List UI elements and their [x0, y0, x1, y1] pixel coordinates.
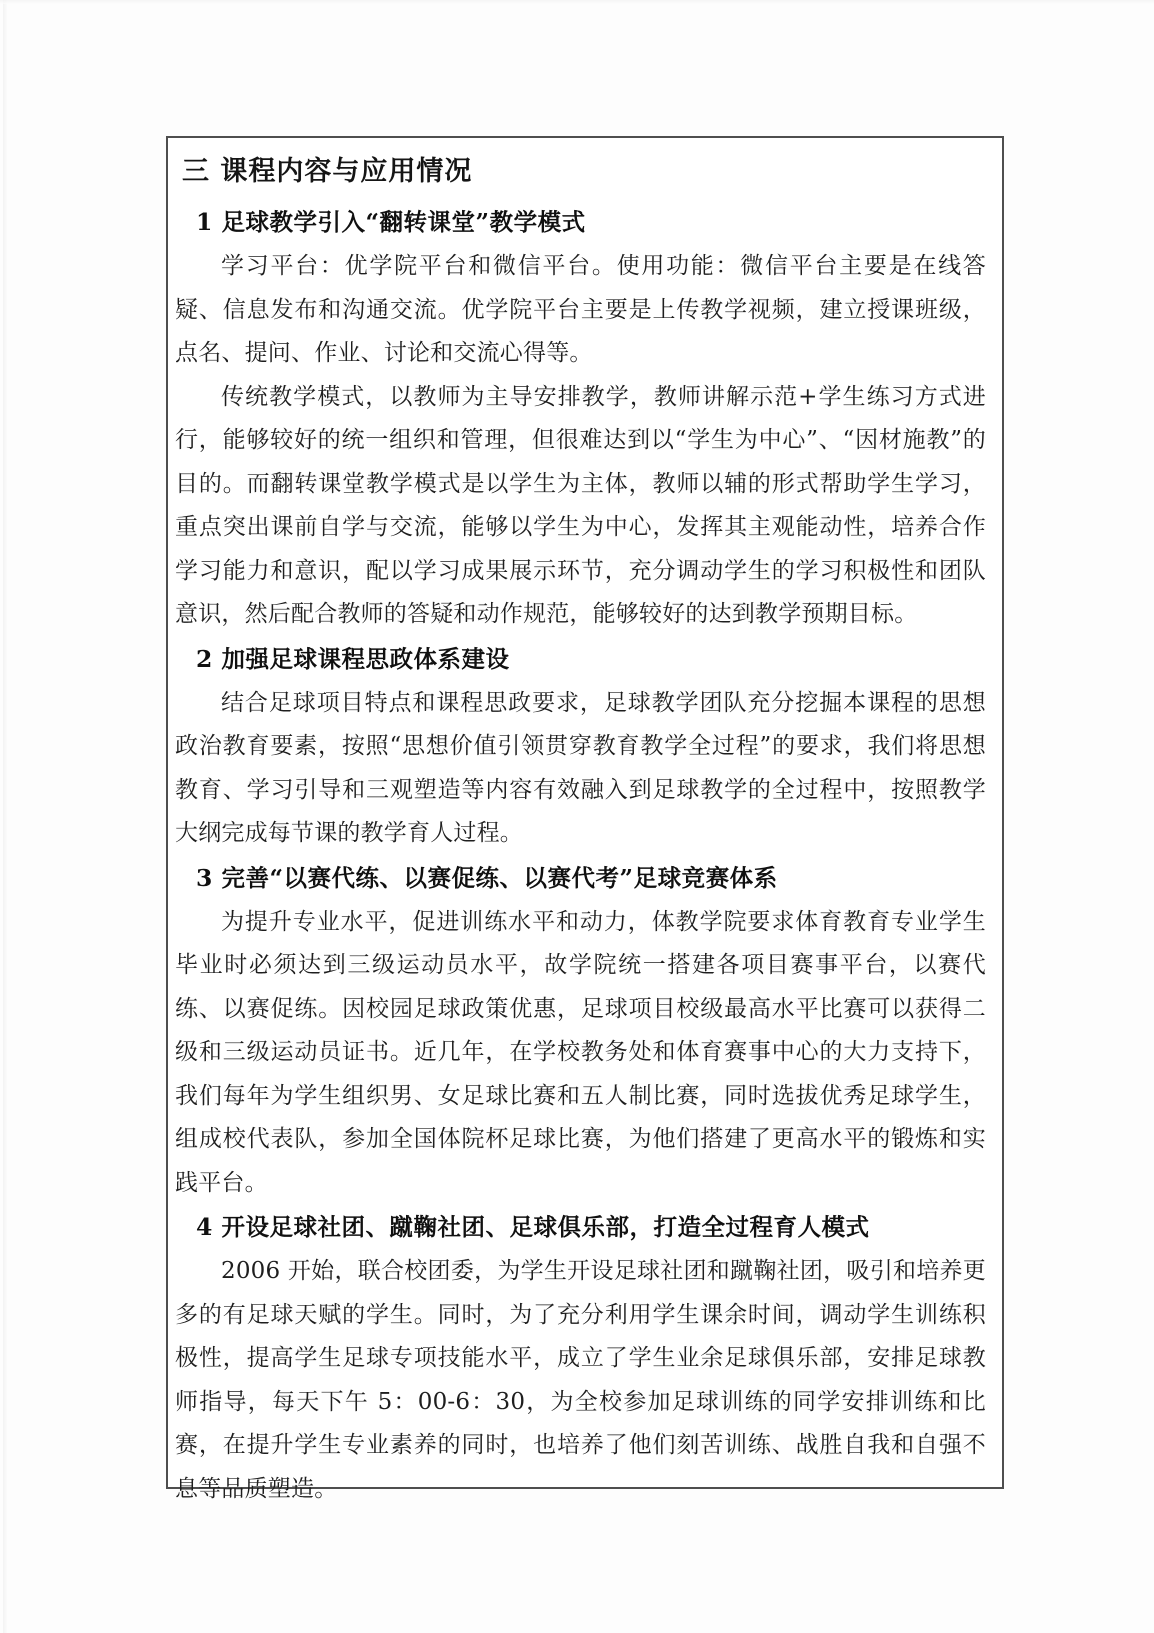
- section-1-paragraph-2: 传统教学模式，以教师为主导安排教学，教师讲解示范+学生练习方式进行，能够较好的统一组织和管理，但很难达到以“学生为中心”、“因材施教”的目的。而翻转课堂教学模式是以学生为主体，教师以辅的形式帮助学生学习，重点突出课前自学与交流，能够以学生为中心，发挥其主观能动性，培养合作学习能力和意识，配以学习成果展示环节，充分调动学生的学习积极性和团队意识，然后配合教师的答疑和动作规范，能够较好的达到教学预期目标。: [175, 383, 986, 627]
- section-2-paragraph-1: 结合足球项目特点和课程思政要求，足球教学团队充分挖掘本课程的思想政治教育要素，按照“思想价值引领贯穿教育教学全过程”的要求，我们将思想教育、学习引导和三观塑造等内容有效融入到足球教学的全过程中，按照教学大纲完成每节课的教学育人过程。: [175, 689, 986, 846]
- section-4-heading: 4 开设足球社团、蹴鞠社团、足球俱乐部，打造全过程育人模式: [196, 1213, 870, 1241]
- section-3-paragraph-1: 为提升专业水平，促进训练水平和动力，体教学院要求体育教育专业学生毕业时必须达到三级运动员水平，故学院统一搭建各项目赛事平台，以赛代练、以赛促练。因校园足球政策优惠，足球项目校级最高水平比赛可以获得二级和三级运动员证书。近几年，在学校教务处和体育赛事中心的大力支持下，我们每年为学生组织男、女足球比赛和五人制比赛，同时选拔优秀足球学生，组成校代表队，参加全国体院杯足球比赛，为他们搭建了更高水平的锻炼和实践平台。: [175, 908, 986, 1196]
- section-flipped-classroom: [175, 200, 986, 637]
- photo-edge-artifact: [3, 0, 7, 1633]
- section-4-paragraph-1: 2006 开始，联合校团委，为学生开设足球社团和蹴鞠社团，吸引和培养更多的有足球天赋的学生。同时，为了充分利用学生课余时间，调动学生训练积极性，提高学生足球专项技能水平，成立了学生业余足球俱乐部，安排足球教师指导，每天下午 5：00-6：30，为全校参加足球训练的同学安排训练和比赛，在提升学生专业素养的同时，也培养了他们刻苦训练、战胜自我和自强不息等品质塑造。: [175, 1258, 986, 1502]
- section-2-heading: 2 加强足球课程思政体系建设: [196, 644, 510, 673]
- section-competition-system: [175, 856, 986, 1206]
- content-frame: [166, 136, 1004, 1502]
- section-3-heading: 3 完善“以赛代练、以赛促练、以赛代考”足球竞赛体系: [196, 863, 778, 892]
- section-1-paragraph-1: 学习平台：优学院平台和微信平台。使用功能：微信平台主要是在线答疑、信息发布和沟通交流。优学院平台主要是上传教学视频，建立授课班级，点名、提问、作业、讨论和交流心得等。: [175, 253, 986, 366]
- section-clubs: [175, 1205, 986, 1511]
- section-1-heading: 1 足球教学引入“翻转课堂”教学模式: [196, 208, 586, 236]
- photo-edge-artifact: [0, 0, 1154, 4]
- page-title: 三 课程内容与应用情况: [182, 156, 473, 187]
- section-ideology-system: [175, 637, 986, 856]
